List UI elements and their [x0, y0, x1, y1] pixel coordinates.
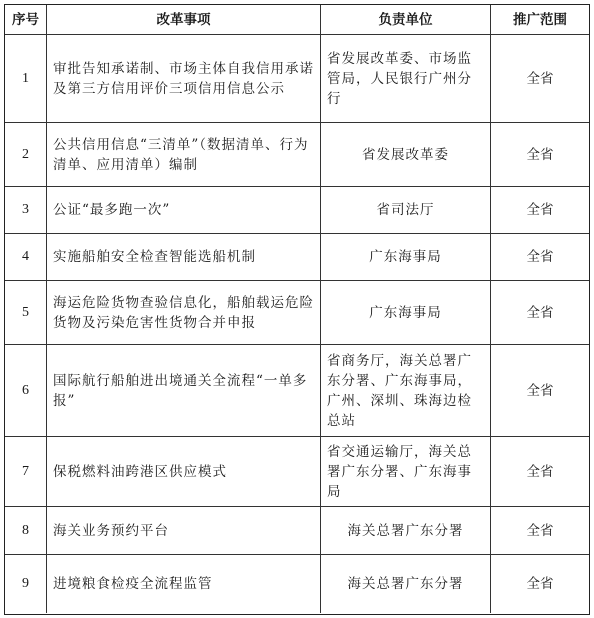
header-item: 改革事项: [47, 5, 321, 34]
row-scope: 全省: [526, 70, 554, 87]
table-row: [5, 187, 589, 234]
table-row: [5, 234, 589, 281]
row-item: 海运危险货物查验信息化，船舶载运危险货物及污染危害性货物合并申报: [47, 281, 321, 344]
row-index: 5: [5, 281, 47, 344]
row-unit: 省交通运输厅，海关总署广东分署、广东海事局: [321, 437, 491, 506]
row-index: 9: [5, 555, 47, 613]
row-index: 8: [5, 507, 47, 554]
row-index: 6: [5, 345, 47, 436]
row-unit: 省司法厅: [321, 187, 491, 233]
row-item: 公证“最多跑一次”: [47, 187, 321, 233]
row-unit: 广东海事局: [321, 281, 491, 344]
table-row: [5, 507, 589, 555]
header-scope: 推广范围: [513, 11, 567, 28]
table-row: [5, 555, 589, 613]
row-item: 保税燃料油跨港区供应模式: [47, 437, 321, 506]
row-item: 国际航行船舶进出境通关全流程“一单多报”: [47, 345, 321, 436]
row-scope: 全省: [526, 249, 554, 265]
table-row: [5, 437, 589, 507]
table-row: [5, 345, 589, 437]
row-index: 1: [5, 35, 47, 122]
reform-table: [4, 4, 590, 615]
row-unit: 省商务厅，海关总署广东分署、广东海事局，广州、深圳、珠海边检总站: [321, 345, 491, 436]
row-scope: 全省: [526, 202, 554, 218]
row-scope: 全省: [526, 304, 554, 321]
row-scope: 全省: [526, 576, 554, 592]
row-unit: 海关总署广东分署: [321, 507, 491, 554]
header-unit: 负责单位: [321, 5, 491, 34]
row-scope: 全省: [526, 382, 554, 399]
row-index: 4: [5, 234, 47, 280]
row-item: 实施船舶安全检查智能选船机制: [47, 234, 321, 280]
row-item: 审批告知承诺制、市场主体自我信用承诺及第三方信用评价三项信用信息公示: [47, 35, 321, 122]
row-unit: 省发展改革委、市场监管局，人民银行广州分行: [321, 35, 491, 122]
header-index: 序号: [5, 5, 47, 34]
row-item: 进境粮食检疫全流程监管: [47, 555, 321, 613]
row-index: 7: [5, 437, 47, 506]
table-header-row: [5, 5, 589, 35]
row-unit: 海关总署广东分署: [321, 555, 491, 613]
row-scope: 全省: [526, 146, 554, 163]
row-unit: 省发展改革委: [321, 123, 491, 186]
row-scope: 全省: [526, 463, 554, 480]
row-index: 3: [5, 187, 47, 233]
row-index: 2: [5, 123, 47, 186]
row-item: 公共信用信息“三清单”（数据清单、行为清单、应用清单）编制: [47, 123, 321, 186]
table-row: [5, 35, 589, 123]
table-row: [5, 123, 589, 187]
row-unit: 广东海事局: [321, 234, 491, 280]
row-scope: 全省: [526, 522, 554, 539]
table-row: [5, 281, 589, 345]
row-item: 海关业务预约平台: [47, 507, 321, 554]
